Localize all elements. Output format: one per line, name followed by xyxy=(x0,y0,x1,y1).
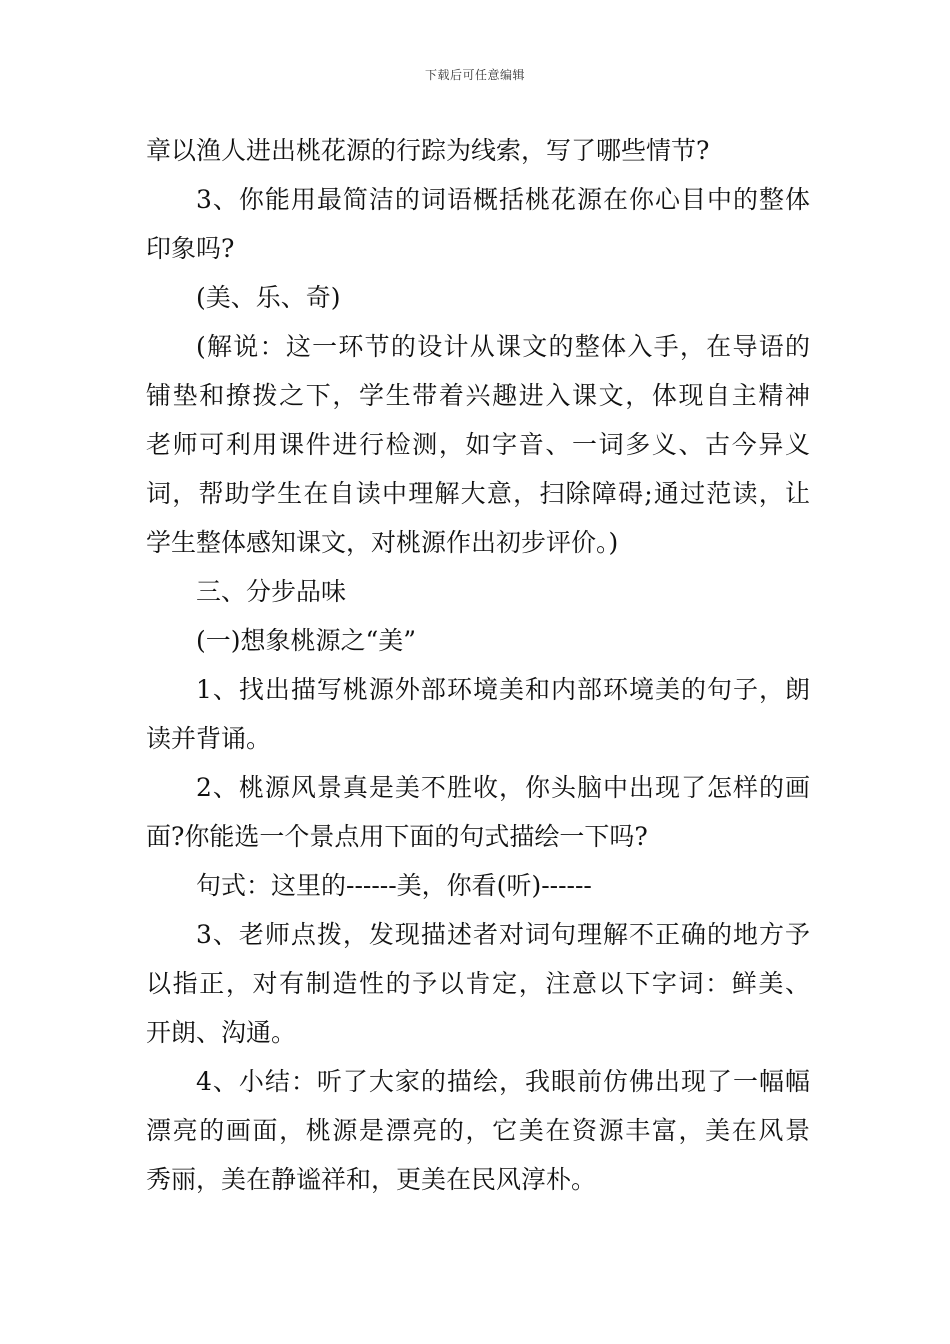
text-line: 章以渔人进出桃花源的行踪为线索，写了哪些情节? xyxy=(146,136,710,165)
text-line: 学生整体感知课文，对桃源作出初步评价。) xyxy=(146,528,619,557)
text-line: (美、乐、奇) xyxy=(196,283,341,312)
text-line: 秀丽，美在静谧祥和，更美在民风淳朴。 xyxy=(146,1165,597,1194)
text-line: 3、老师点拨，发现描述者对词句理解不正确的地方予 xyxy=(196,920,810,949)
text-line: 2、桃源风景真是美不胜收，你头脑中出现了怎样的画 xyxy=(196,773,810,802)
text-line: 印象吗? xyxy=(146,234,235,263)
text-line: 漂亮的画面，桃源是漂亮的，它美在资源丰富，美在风景 xyxy=(146,1116,810,1145)
page-header: 下载后可任意编辑 xyxy=(424,68,525,82)
text-line: 4、小结：听了大家的描绘，我眼前仿佛出现了一幅幅 xyxy=(196,1067,810,1096)
subsection-heading: (一)想象桃源之“美” xyxy=(196,626,417,655)
document-body xyxy=(146,126,810,1204)
text-line: 读并背诵。 xyxy=(146,724,272,753)
text-line: 面?你能选一个景点用下面的句式描绘一下吗? xyxy=(146,822,648,851)
text-line: 1、找出描写桃源外部环境美和内部环境美的句子，朗 xyxy=(196,675,810,704)
text-line: 老师可利用课件进行检测，如字音、一词多义、古今异义 xyxy=(146,430,810,459)
text-line: 以指正，对有制造性的予以肯定，注意以下字词：鲜美、 xyxy=(146,969,810,998)
text-line: 3、你能用最简洁的词语概括桃花源在你心目中的整体 xyxy=(196,185,810,214)
text-line: 铺垫和撩拨之下，学生带着兴趣进入课文，体现自主精神 xyxy=(146,381,810,410)
text-line: 词，帮助学生在自读中理解大意，扫除障碍;通过范读，让 xyxy=(146,479,810,508)
text-line: (解说：这一环节的设计从课文的整体入手，在导语的 xyxy=(196,332,810,361)
section-heading: 三、分步品味 xyxy=(196,577,347,606)
text-line: 开朗、沟通。 xyxy=(146,1018,297,1047)
text-line: 句式：这里的------美，你看(听)------ xyxy=(196,871,592,900)
